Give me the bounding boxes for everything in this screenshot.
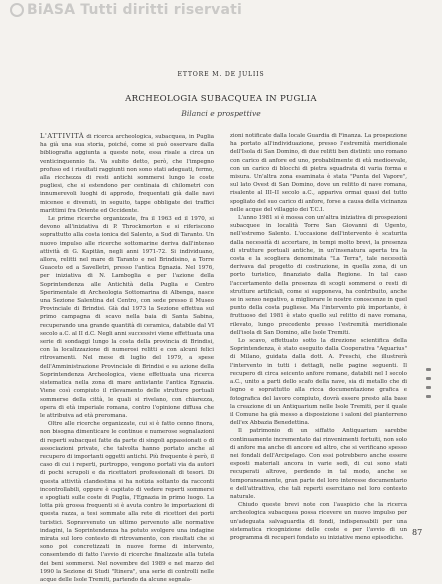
paragraph [40,132,214,215]
article-author: ETTORE M. DE JULIIS [177,71,265,78]
paragraph: zioni notificate dalla locale Guardia di Finanza. La prospezione ha portato all'individuazione, presso l'estremità meridionale dell'Isola di San Domino, di due relitti ben distinti: uno romano con carico di anfore ed uno, probabilmente di età medioevale, con un carico di blocchi di pietra squadrata di varia forma e misura. Un'altra zona esaminata è stata "Punta del Vapore", sul lato Ovest di San Domino, dove un relitto di nave romana, risalente al III–II secolo a.C., appariva ormai quasi del tutto spogliato del suo carico di anfore, forse a causa della vicinanza nelle acque del villaggio dei T.C.I. [230,133,407,213]
biasa-logo-icon [10,3,24,17]
text-column-left [40,132,214,583]
watermark [10,2,242,18]
page-number: 87 [412,528,423,537]
paragraph: Chiudo queste brevi note con l'auspicio che la ricerca archeologica subacquea possa ricevere un nuovo impulso per un'adeguata salvaguardia di fondi, indispensabili per una sistematica ricognizione delle coste e per l'avvio di un programma di recuperi fondato su iniziative meno episodiche. [230,502,407,541]
margin-mark [426,395,431,398]
paragraph: Oltre alle ricerche organizzate, cui si è fatto cenno finora, non bisogna dimenticare le continue e numerose segnalazioni di reperti subacquei fatte da parte di singoli appassionati o di associazioni private, che talvolta hanno portato anche al recupero di importanti oggetti antichi. Più frequente è però, il caso di cui i reperti, purtroppo, vengono portati via da autori di pochi scrupoli e da ricettatori professionali di tesori. Di questa attività clandestina si ha notizia soltanto da racconti incontrollabili, oppure è capitato di vedere reperti sommersi e spogliati sulle coste di Puglia, l'Egnazia in primo luogo. La lotta più grossa frequenti si è avuta contro le importazioni di questa razza, a tesi sommate alla rete di ricettori dei porti turistici. Sopravvenuto un ultimo pervenuto alle normative indagini, la Soprintendenza ha potuto svolgere una indagine mirata sul loro contesto di ritrovamento, con risultati che si sono poi concretizzati in nuove forme di intervento, consentendo di fatto l'avvio di ricerche finalizzate alla tutela dei beni sommersi. Nel novembre del 1989 e nel marzo del 1990 la Sezione di Studi "Itinera", una serie di controlli nelle acque delle Isole Tremiti, partendo da alcune segnala- [40,421,214,583]
text-column-right [230,132,407,541]
margin-mark [426,368,431,371]
margin-mark [426,377,431,380]
drop-cap: L'ATTIVITÀ [40,132,85,140]
article-subtitle: Bilanci e prospettive [181,109,261,118]
paragraph-text: di ricerca archeologica, subacquea, in Puglia ha già una sua storia, poiché, come si può osservare dalla bibliografia aggiunta a queste note, essa risale a circa un venticinquennio fa. Va subito detto, però, che l'impegno profuso ed i risultati raggiunti non sono stati adeguati, fermo, alla ricchezza di resti antichi sommersi lungo le coste pugliesi, che si estendono per centinaia di chilometri con innumerevoli luoghi di approdo, frequentati già dalle navi micenee e divenuti, in seguito, tappe obbligate dei traffici marittimi fra Oriente ed Occidente. [40,134,214,214]
paragraph: Il patrimonio di un siffatto Antiquarium sarebbe continuamente incrementato dai rinvenimenti fortuiti, non solo di anfore ma anche di ancore ed altro, che si verificano spesso nei fondali dell'Arcipelago. Con essi potrebbero anche essere esposti materiali ancora in varie sedi, di cui sono stati recuperati altrove, perdendo in tal modo, anche se temporaneamente, gran parte del loro interesse documentario e dell'attrattiva, che tali reperti esercitano nel loro contesto naturale. [230,428,407,500]
paragraph: Lo scavo, effettuato sotto la direzione scientifica della Soprintendenza, è stato eseguito dalla Cooperativa "Aquarius" di Milano, guidata dalla dott. A. Freschi, che illustrerà l'intervento in tutti i dettagli, nelle pagine seguenti. Il recupero di circa seicento anfore romane, databili nel I secolo a.C., unito a parti dello scafo della nave, sia di metallo che di legno e soprattutto alla ricca documentazione grafica e fotografica del lavoro compiuto, dovrà essere presto alla base la creazione di un Antiquarium nelle Isole Tremiti, per il quale il Comune ha già messo a disposizione i saloni del pianterreno dell'ex Abbazia Benedettina. [230,338,407,427]
paragraph: Le prime ricerche organizzate, fra il 1963 ed il 1970, si devono all'iniziativa di P. Throckmorton e si riferiscono soprattutto alla costa ionica del Salento, a Sud di Taranto. Un nuovo impulso alle ricerche sottomarine deriva dall'intenso attività di G. Kapitän, negli anni 1971-72. Si individuano, allora, relitti nel mare di Taranto e nel Brindisino, a Torre Guaceto ed a Savelletri, presso l'antica Egnazia. Nel 1976, per iniziativa di N. Lamboglia e per l'azione della Soprintendenza alle Antichità della Puglia e Centro Sperimentale di Archeologia Sottomarina di Albenga, nasce una Sezione Salentina del Centro, con sede presso il Museo Provinciale di Brindisi. Già dal 1973 la Sezione effettua sul primo campagna di scavo nella baia di Santa Sabina, recuperando una grande quantità di ceramica, databile dal VI secolo a.C. al II d.C. Negli anni successivi viene effettuata una serie di sondaggi lungo la costa della provincia di Brindisi, con la localizzazione di numerosi relitti e con alcuni felici ritrovamenti. Nel mese di luglio del 1979, a spese dell'Amministrazione Provinciale di Brindisi e su azione della Soprintendenza Archeologica, viene effettuata una ricerca sistematica nella zona di mare antistante l'antica Egnazia. Viene così compiuto il rilevamento delle strutture portuali sommerse della città, le quali si rivelano, con chiarezza, opera di età imperiale romana, contro l'opinione diffusa che le attribuiva ad età preromana. [40,216,214,419]
paragraph: L'anno 1981 si è mossa con un'altra iniziativa di prospezioni subacquee in località Torre San Giovanni di Ugento, nell'estremo Salento. L'occasione dell'intervento è scaturita dalla necessità di accertare, in tempi molto brevi, la presenza di strutture portuali antiche, in un'insenatura aperta tra la costa e la scogliera denominata "La Terra", tale necessità derivava dal progetto di costruzione, in quella zona, di un porto turistico, finanziato dalla Regione. In tal caso l'accertamento della presenza di scogli sommersi o resti di strutture artificiali, come si supponeva, ha contribuito, anche se in senso negativo, a migliorare le nostre conoscenze in quel punto della costa pugliese. Ma l'intervento più importante, è fruttuoso del 1981 è stato quello sul relitto di nave romana, rilevato, lungo precedente presso l'estremità meridionale dell'isola di San Domino, alle Isole Tremiti. [230,215,407,336]
article-title: ARCHEOLOGIA SUBACQUEA IN PUGLIA [125,94,317,104]
margin-marks [426,368,436,404]
watermark-text: BiASA Tutti diritti riservati [27,2,243,18]
margin-mark [426,386,431,389]
